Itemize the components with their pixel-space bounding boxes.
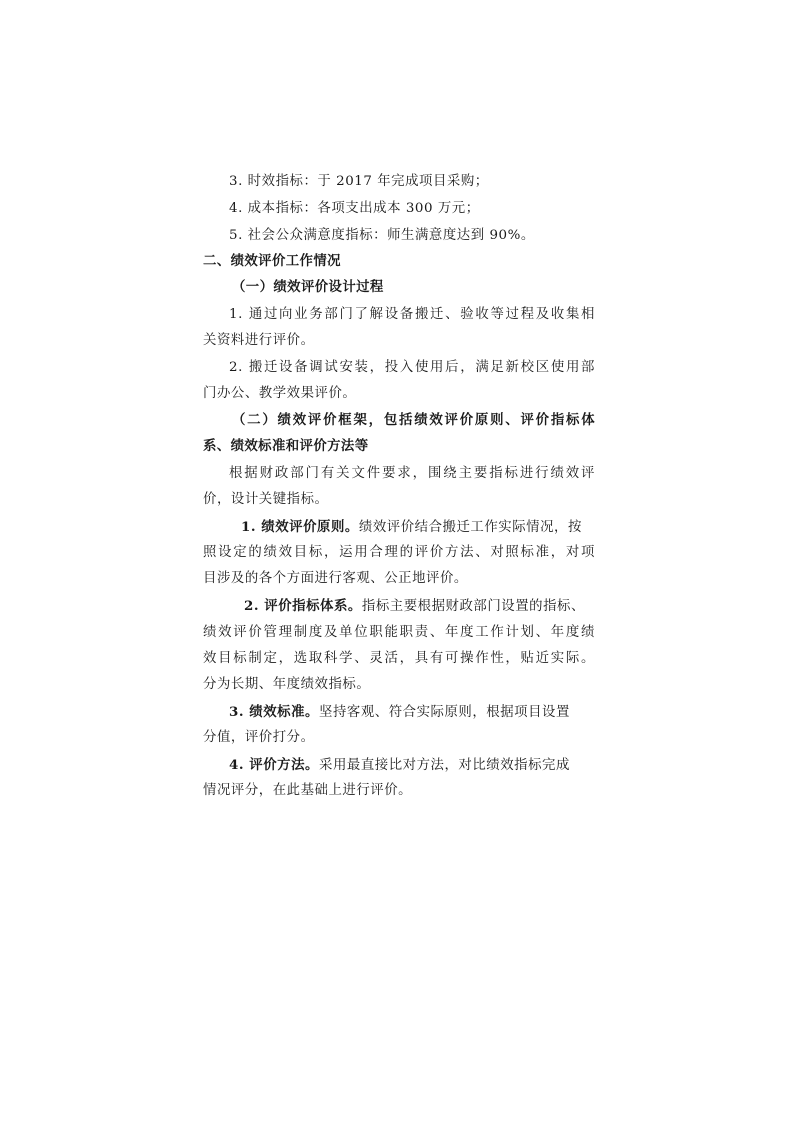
paragraph-line: 分为长期、年度绩效指标。	[203, 677, 371, 692]
paragraph-text: 采用最直接比对方法，对比绩效指标完成	[319, 758, 570, 773]
paragraph-line: 效目标制定，选取科学、灵活，具有可操作性，贴近实际。	[203, 651, 595, 666]
paragraph-line: 3. 时效指标：于 2017 年完成项目采购；	[229, 174, 489, 189]
section-heading: 二、绩效评价工作情况	[203, 254, 341, 269]
paragraph-line: 分值，评价打分。	[203, 730, 315, 745]
paragraph-text: 坚持客观、符合实际原则，根据项目设置	[319, 705, 570, 720]
paragraph-line	[244, 596, 595, 617]
paragraph-line: 根据财政部门有关文件要求，围绕主要指标进行绩效评	[229, 466, 595, 481]
paragraph-line: 2. 搬迁设备调试安装，投入使用后，满足新校区使用部	[229, 360, 595, 375]
paragraph-text: 绩效评价结合搬迁工作实际情况，按	[358, 520, 582, 535]
paragraph-line: 目涉及的各个方面进行客观、公正地评价。	[203, 571, 468, 586]
paragraph-line: 绩效评价管理制度及单位职能职责、年度工作计划、年度绩	[203, 625, 595, 640]
paragraph-line	[229, 755, 595, 776]
paragraph-line: 5. 社会公众满意度指标：师生满意度达到 90%。	[229, 228, 535, 243]
paragraph-line	[229, 702, 595, 723]
paragraph-line: 1. 通过向业务部门了解设备搬迁、验收等过程及收集相	[229, 307, 595, 322]
paragraph-line	[241, 517, 595, 538]
paragraph-line: 照设定的绩效目标，运用合理的评价方法、对照标准，对项	[203, 545, 595, 560]
paragraph-lead-bold: 4. 评价方法。	[229, 757, 319, 773]
paragraph-text: 指标主要根据财政部门设置的指标、	[361, 599, 585, 614]
paragraph-line: 价，设计关键指标。	[203, 492, 329, 507]
paragraph-lead-bold: 3. 绩效标准。	[229, 704, 319, 720]
paragraph-lead-bold: 1. 绩效评价原则。	[241, 519, 359, 535]
subsection-heading-cont: 系、绩效标准和评价方法等	[203, 439, 369, 454]
paragraph-line: 门办公、教学效果评价。	[203, 386, 357, 401]
paragraph-line: 关资料进行评价。	[203, 333, 315, 348]
paragraph-lead-bold: 2. 评价指标体系。	[244, 598, 362, 614]
paragraph-line: 4. 成本指标：各项支出成本 300 万元；	[229, 201, 480, 216]
subsection-heading: （一）绩效评价设计过程	[232, 280, 384, 295]
subsection-heading: （二）绩效评价框架，包括绩效评价原则、评价指标体	[232, 413, 595, 428]
paragraph-line: 情况评分，在此基础上进行评价。	[203, 783, 413, 798]
